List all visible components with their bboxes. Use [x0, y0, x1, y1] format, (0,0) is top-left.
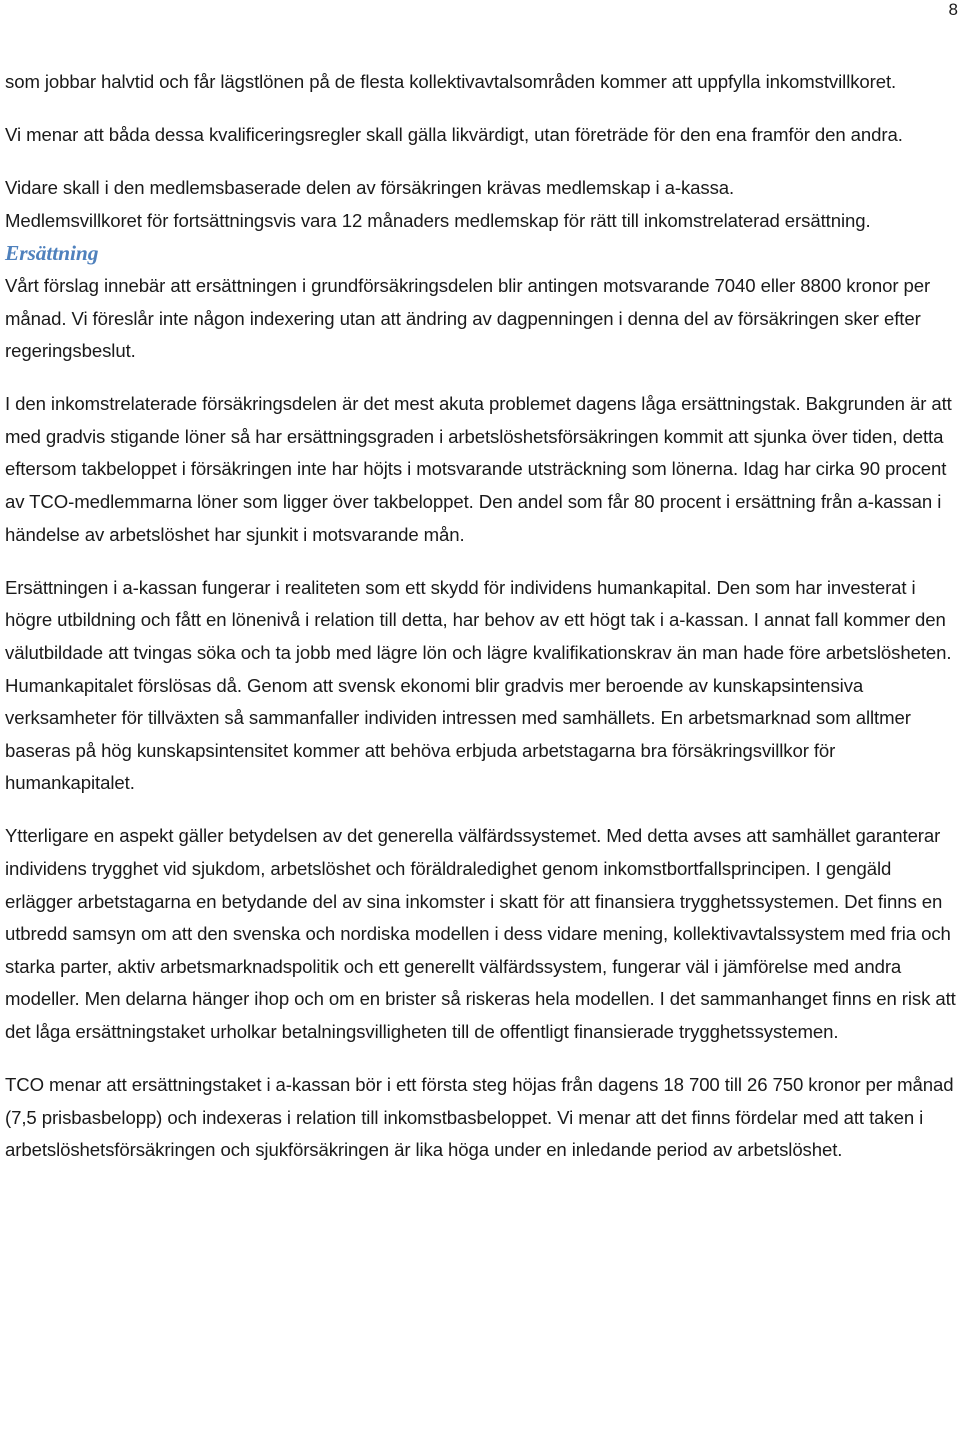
paragraph-qualification-rules: Vi menar att båda dessa kvalificeringsregler skall gälla likvärdigt, utan företräde för den ena framför den andra.	[5, 124, 903, 146]
paragraph-welfare-system: Ytterligare en aspekt gäller betydelsen av det generella välfärdssystemet. Med detta avses att samhället garanterar individens trygghet vid sjukdom, arbetslöshet och föräldraledighet genom inkomstbortfallsprincipen. I gengäld erlägger arbetstagarna en betydande del av sina inkomster i skatt för att finansiera trygghetssystemen. Det finns en utbredd samsyn om att den svenska och nordiska modellen i dess vidare mening, kollektivavtalssystem med fria och starka parter, aktiv arbetsmarknadspolitik och ett generellt välfärdssystem, fungerar väl i jämförelse med andra modeller. Men delarna hänger ihop och om en brister så riskeras hela modellen. I det sammanhanget finns en risk att det låga ersättningstaket urholkar betalningsvilligheten till de offentligt finansierade trygghetssystemen.	[5, 825, 956, 1042]
paragraph-income-ceiling: I den inkomstrelaterade försäkringsdelen är det mest akuta problemet dagens låga ersättningstak. Bakgrunden är att med gradvis stigande löner så har ersättningsgraden i arbetslöshetsförsäkringen kommit att sjunka över tiden, detta eftersom takbeloppet i försäkringen inte har höjts i motsvarande utsträckning som lönerna. Idag har cirka 90 procent av TCO-medlemmarna löner som ligger över takbeloppet. Den andel som får 80 procent i ersättning från a-kassan i händelse av arbetslöshet har sjunkit i motsvarande mån.	[5, 393, 952, 545]
paragraph-human-capital: Ersättningen i a-kassan fungerar i realiteten som ett skydd för individens humankapital. Den som har investerat i högre utbildning och fått en lönenivå i relation till detta, har behov av ett högt tak i a-kassan. I annat fall kommer den välutbildade att tvingas söka och ta jobb med lägre lön och lägre kvalifikationskrav än man hade före arbetslösheten. Humankapitalet förslösas då. Genom att svensk ekonomi blir gradvis mer beroende av kunskapsintensiva verksamheter för tillväxten så sammanfaller individen intressen med samhällets. En arbetsmarknad som alltmer baseras på hög kunskapsintensitet kommer att behöva erbjuda arbetstagarna bra försäkringsvillkor för humankapitalet.	[5, 576, 952, 794]
paragraph-basic-compensation: Vårt förslag innebär att ersättningen i grundförsäkringsdelen blir antingen motsvarande 7040 eller 8800 kronor per månad. Vi föreslår inte någon indexering utan att ändring av dagpenningen i denna del av försäkringen sker efter regeringsbeslut.	[5, 274, 931, 362]
paragraph-tco-proposal: TCO menar att ersättningstaket i a-kassan bör i ett första steg höjas från dagens 18 700 till 26 750 kronor per månad (7,5 prisbasbelopp) och indexeras i relation till inkomstbasbeloppet. Vi menar att det finns fördelar med att taken i arbetslöshetsförsäkringen och sjukförsäkringen är lika höga under en inledande period av arbetslöshet.	[5, 1074, 954, 1161]
document-body	[5, 66, 957, 1167]
page-number: 8	[948, 0, 958, 19]
paragraph-income-condition: som jobbar halvtid och får lägstlönen på de flesta kollektivavtalsområden kommer att uppfylla inkomstvillkoret.	[5, 71, 897, 92]
section-heading-ersattning: Ersättning	[5, 241, 99, 266]
paragraph-membership-condition: Medlemsvillkoret för fortsättningsvis vara 12 månaders medlemskap för rätt till inkomstrelaterad ersättning.	[5, 209, 871, 231]
paragraph-membership-requirement: Vidare skall i den medlemsbaserade delen av försäkringen krävas medlemskap i a-kassa.	[5, 177, 735, 199]
